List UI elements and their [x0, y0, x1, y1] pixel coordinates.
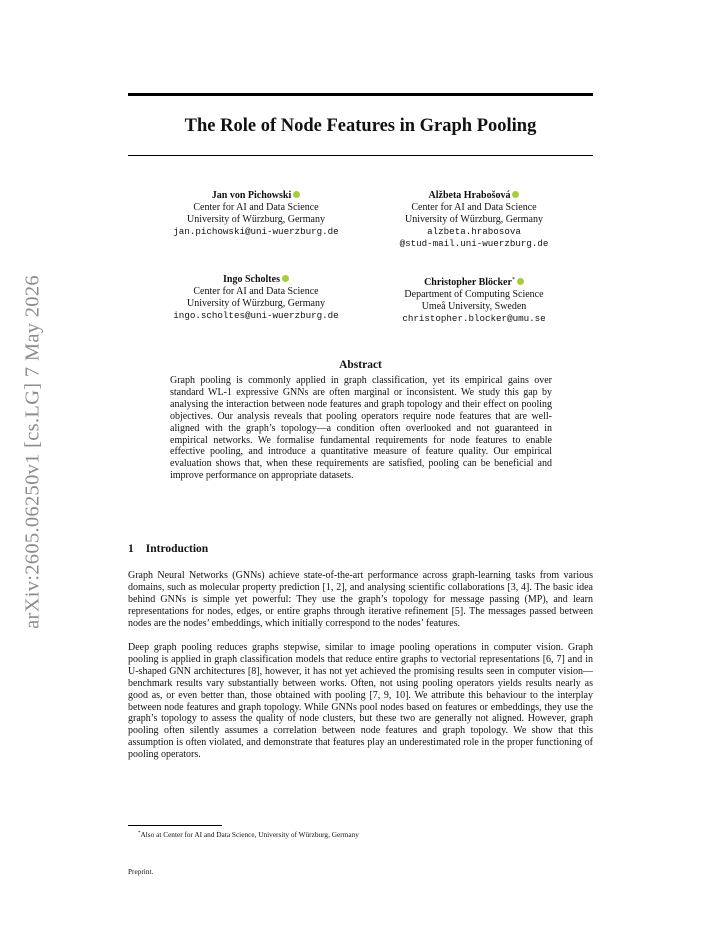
- author-email[interactable]: ingo.scholtes@uni-wuerzburg.de: [173, 310, 339, 321]
- author-affiliation: Center for AI and Data Science: [193, 286, 319, 297]
- author-email[interactable]: jan.pichowski@uni-wuerzburg.de: [173, 226, 339, 237]
- author-affiliation: University of Würzburg, Germany: [187, 214, 325, 225]
- author-name: Jan von Pichowski: [211, 190, 292, 201]
- author-affiliation: Umeå University, Sweden: [421, 301, 527, 312]
- author-block: [141, 274, 371, 322]
- footnote: [138, 830, 359, 839]
- footnote-marker: *: [511, 277, 515, 283]
- section-number: 1: [128, 543, 134, 555]
- footnote-rule: [128, 825, 222, 826]
- abstract-text: Graph pooling is commonly applied in graph classification, yet its empirical gains over standard WL-1 expressive GNNs are often marginal or inconsistent. We study this gap by analysing the interaction between node features and graph topology and their effect on pooling objectives. Our analysis reveals that pooling operators require node features that are well-aligned with the graph’s topology—a condition often overlooked and not guaranteed in empirical networks. We formalise fundamental requirements for node features to enable effective pooling, and introduce a quantitative measure of feature quality. Our empirical evaluation shows that, when these requirements are satisfied, pooling can be beneficial and improve performance on appropriate datasets.: [170, 375, 552, 482]
- author-block: [359, 274, 589, 325]
- author-name: Christopher Blöcker: [424, 277, 512, 288]
- title-rule-top: [128, 93, 593, 96]
- author-affiliation: University of Würzburg, Germany: [187, 298, 325, 309]
- body-paragraph: Deep graph pooling reduces graphs stepwise, similar to image pooling operations in computer vision. Graph pooling is applied in graph classification models that reduce entire graphs to vectorial representations [6, 7] and in U-shaped GNN architectures [8], however, it has not yet achieved the promising results seen in computer vision—benchmark results vary substantially between works. Often, not using pooling operators yields results nearly as good as, or even better than, those obtained with pooling [7, 9, 10]. We attribute this behaviour to the interplay between node features and graph topology. While GNNs pool nodes based on features or embeddings, they use the graph’s topology to assess the quality of node clusters, but these two are generally not aligned. However, graph pooling often silently assumes a correlation between node features and graph topology. We show that this assumption is often violated, and demonstrate that features play an underestimated role in the proper functioning of pooling operators.: [128, 642, 593, 761]
- body-paragraph: Graph Neural Networks (GNNs) achieve state-of-the-art performance across graph-learning tasks from various domains, such as molecular property prediction [1, 2], and analysing scientific collaborations [3, 4]. The basic idea behind GNNs is simple yet powerful: They use the graph’s topology for message passing (MP), and learn representations for nodes, edges, or entire graphs through iterative refinement [5]. The messages passed between nodes are the nodes’ embeddings, which initially correspond to the nodes’ features.: [128, 570, 593, 629]
- paper-title: The Role of Node Features in Graph Pooling: [184, 116, 537, 136]
- author-email[interactable]: alzbeta.hrabosova: [427, 226, 521, 237]
- author-name: Alžbeta Hrabošová: [428, 190, 511, 201]
- arxiv-identifier-text: arXiv:2605.06250v1 [cs.LG] 7 May 2026: [21, 275, 44, 629]
- footnote-mark: *: [138, 831, 141, 836]
- author-affiliation: University of Würzburg, Germany: [405, 214, 543, 225]
- footnote-text: Also at Center for AI and Data Science, University of Würzburg, Germany: [140, 830, 359, 839]
- orcid-icon[interactable]: [517, 278, 524, 285]
- orcid-icon[interactable]: [282, 275, 289, 282]
- author-affiliation: Center for AI and Data Science: [193, 202, 319, 213]
- preprint-label: Preprint.: [128, 867, 154, 876]
- orcid-icon[interactable]: [293, 191, 300, 198]
- section-title: Introduction: [145, 543, 209, 555]
- author-affiliation: Department of Computing Science: [404, 289, 544, 300]
- title-rule-bottom: [128, 155, 593, 156]
- author-name: Ingo Scholtes: [223, 274, 280, 285]
- arxiv-identifier: [14, 262, 52, 642]
- author-email[interactable]: christopher.blocker@umu.se: [402, 313, 546, 324]
- author-block: [359, 190, 589, 250]
- author-affiliation: Center for AI and Data Science: [411, 202, 537, 213]
- author-email-domain[interactable]: @stud-mail.uni-wuerzburg.de: [399, 238, 549, 249]
- section-heading: [128, 543, 208, 555]
- abstract-heading: Abstract: [339, 359, 382, 371]
- orcid-icon[interactable]: [512, 191, 519, 198]
- author-block: [141, 190, 371, 238]
